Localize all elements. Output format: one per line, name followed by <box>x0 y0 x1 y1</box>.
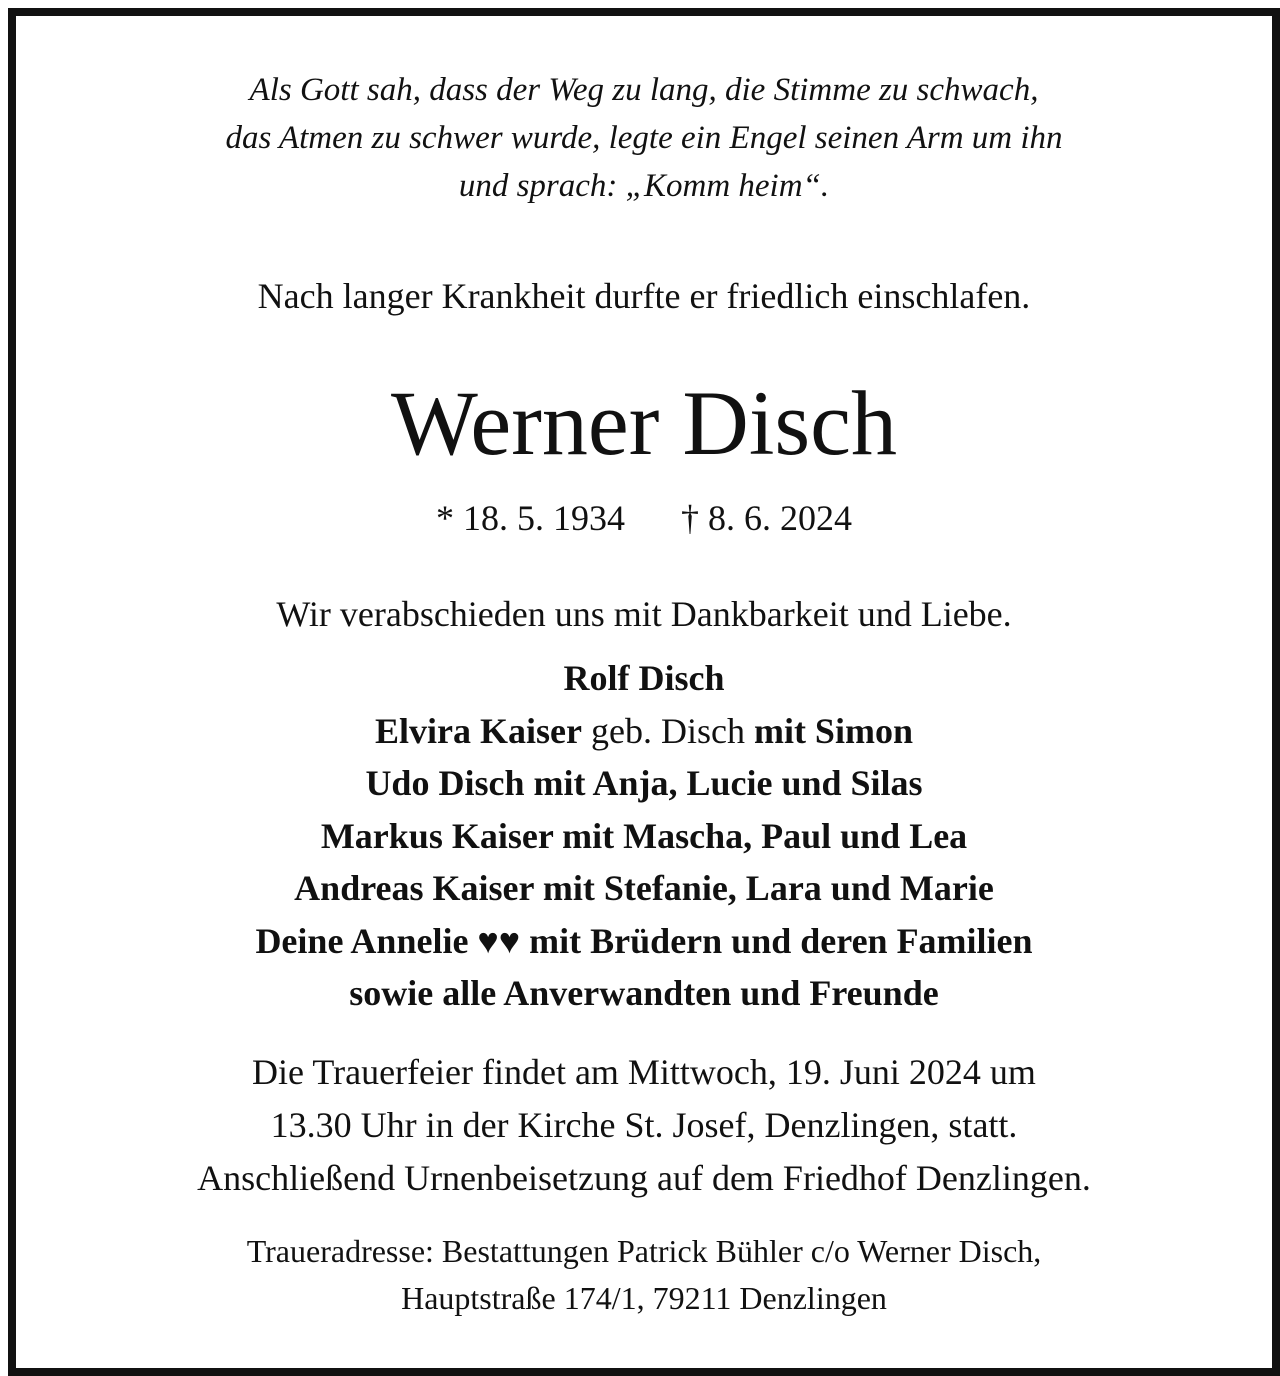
mourners-list <box>16 652 1272 1020</box>
mourner-line: Udo Disch mit Anja, Lucie und Silas <box>365 763 923 803</box>
mourner-line: Deine Annelie ♥♥ mit Brüdern und deren Familien <box>255 920 1033 961</box>
address-line: Hauptstraße 174/1, 79211 Denzlingen <box>401 1280 887 1316</box>
service-line: 13.30 Uhr in der Kirche St. Josef, Denzlingen, statt. <box>270 1105 1018 1145</box>
life-dates <box>16 494 1272 542</box>
mourner-name: Elvira Kaiser <box>375 710 582 751</box>
mourner-line <box>16 705 1272 758</box>
obituary-frame <box>8 8 1280 1376</box>
service-line: Anschließend Urnenbeisetzung auf dem Friedhof Denzlingen. <box>197 1158 1091 1198</box>
poem-line: das Atmen zu schwer wurde, legte ein Engel seinen Arm um ihn <box>225 120 1063 156</box>
death-date: † 8. 6. 2024 <box>681 498 852 538</box>
farewell-text: Wir verabschieden uns mit Dankbarkeit und Liebe. <box>276 594 1012 634</box>
deceased-name: Werner Disch <box>390 372 898 474</box>
mourner-note: geb. Disch <box>581 710 754 751</box>
intro-text: Nach langer Krankheit durfte er friedlich einschlafen. <box>257 276 1031 316</box>
poem-line: Als Gott sah, dass der Weg zu lang, die Stimme zu schwach, <box>249 72 1039 108</box>
mourner-line: Rolf Disch <box>563 658 725 698</box>
address-line: Traueradresse: Bestattungen Patrick Bühler c/o Werner Disch, <box>246 1233 1042 1269</box>
mourner-line: Markus Kaiser mit Mascha, Paul und Lea <box>320 815 968 856</box>
obituary-content <box>16 16 1272 1368</box>
poem-line: und sprach: „Komm heim“. <box>458 168 830 204</box>
mourning-address <box>16 1228 1272 1322</box>
mourner-companion: mit Simon <box>753 710 913 751</box>
service-info <box>16 1046 1272 1205</box>
birth-date: * 18. 5. 1934 <box>436 498 625 538</box>
mourner-line: Andreas Kaiser mit Stefanie, Lara und Marie <box>294 868 994 908</box>
mourner-line: sowie alle Anverwandten und Freunde <box>349 973 939 1013</box>
poem <box>16 66 1272 210</box>
service-line: Die Trauerfeier findet am Mittwoch, 19. Juni 2024 um <box>252 1052 1036 1092</box>
